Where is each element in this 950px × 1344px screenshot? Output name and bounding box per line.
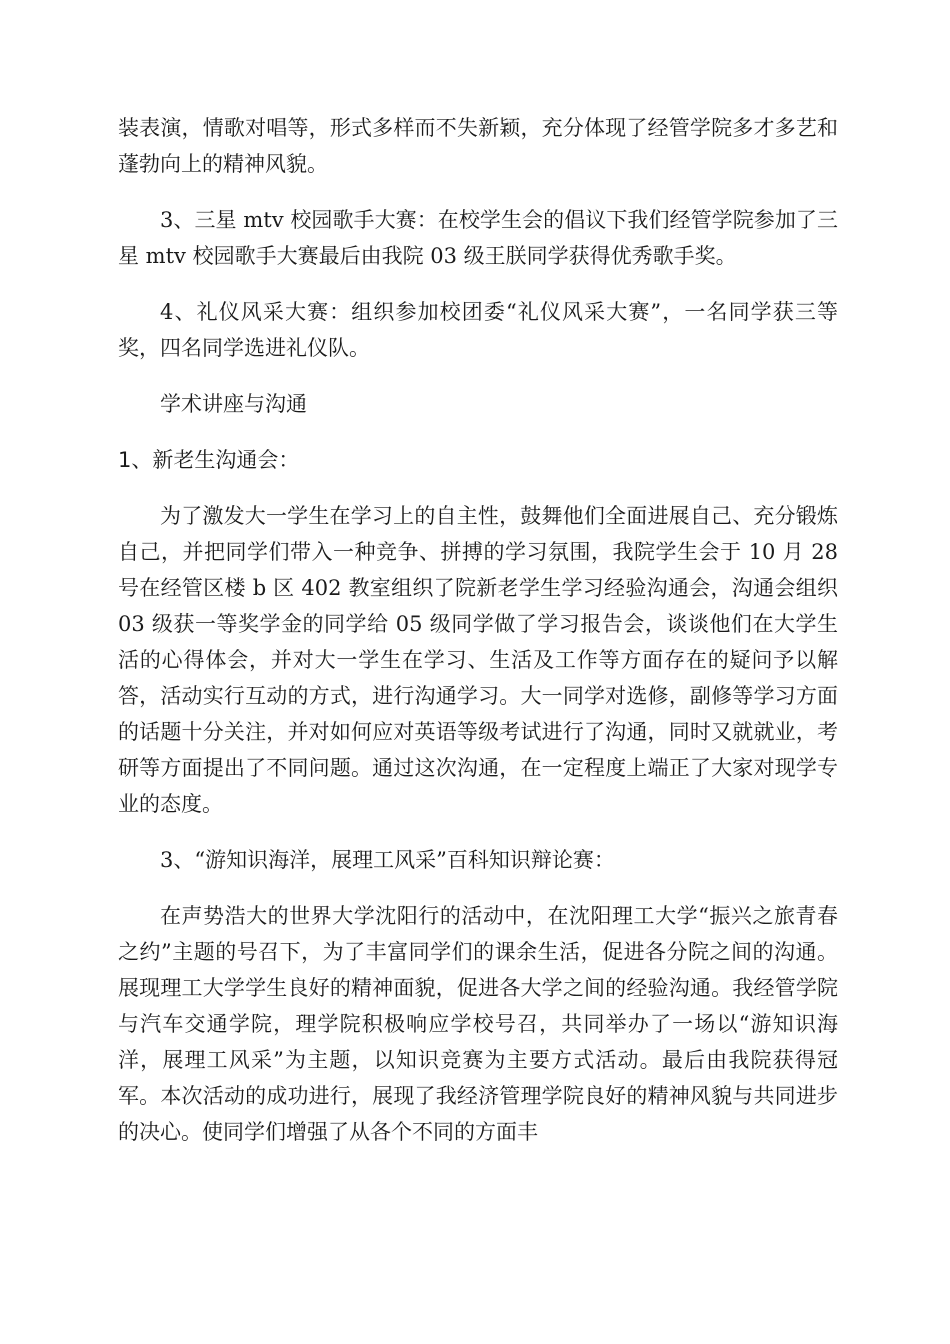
paragraph-singer-contest: 3、三星 mtv 校园歌手大赛：在校学生会的倡议下我们经管学院参加了三星 mtv 校园歌手大赛最后由我院 03 级王朕同学获得优秀歌手奖。 [118, 208, 838, 268]
paragraph-etiquette-contest: 4、礼仪风采大赛：组织参加校团委“礼仪风采大赛”，一名同学获三等奖，四名同学选进礼仪队。 [118, 300, 838, 360]
section-heading-academic: 学术讲座与沟通 [160, 392, 307, 416]
document-body [118, 110, 838, 1170]
subheading-number: 1 [118, 448, 132, 472]
subheading-communication-meeting [118, 442, 838, 478]
paragraph-knowledge-debate: 在声势浩大的世界大学沈阳行的活动中，在沈阳理工大学“振兴之旅青春之约”主题的号召下，为了丰富同学们的课余生活，促进各分院之间的沟通。展现理工大学学生良好的精神面貌，促进各大学之间的经验沟通。我经管学院与汽车交通学院，理学院积极响应学校号召，共同举办了一场以“游知识海洋，展理工风采”为主题，以知识竞赛为主要方式活动。最后由我院获得冠军。本次活动的成功进行，展现了我经济管理学院良好的精神风貌与共同进步的决心。使同学们增强了从各个不同的方面丰 [118, 904, 838, 1144]
paragraph-communication-meeting: 为了激发大一学生在学习上的自主性，鼓舞他们全面进展自己、充分锻炼自己，并把同学们带入一种竞争、拼搏的学习氛围，我院学生会于 10 月 28 号在经管区楼 b 区 402 教室组织了院新老学生学习经验沟通会，沟通会组织 03 级获一等奖学金的同学给 05 级同学做了学习报告会，谈谈他们在大学生活的心得体会，并对大一学生在学习、生活及工作等方面存在的疑问予以解答，活动实行互动的方式，进行沟通学习。大一同学对选修，副修等学习方面的话题十分关注，并对如何应对英语等级考试进行了沟通，同时又就就业，考研等方面提出了不同问题。通过这次沟通，在一定程度上端正了大家对现学专业的态度。 [118, 504, 838, 816]
paragraph-performance-summary: 装表演，情歌对唱等，形式多样而不失新颖，充分体现了经管学院多才多艺和蓬勃向上的精神风貌。 [118, 116, 838, 176]
subheading-knowledge-debate: 3、“游知识海洋，展理工风采”百科知识辩论赛： [160, 848, 615, 872]
subheading-text: 、新老生沟通会： [131, 448, 300, 472]
